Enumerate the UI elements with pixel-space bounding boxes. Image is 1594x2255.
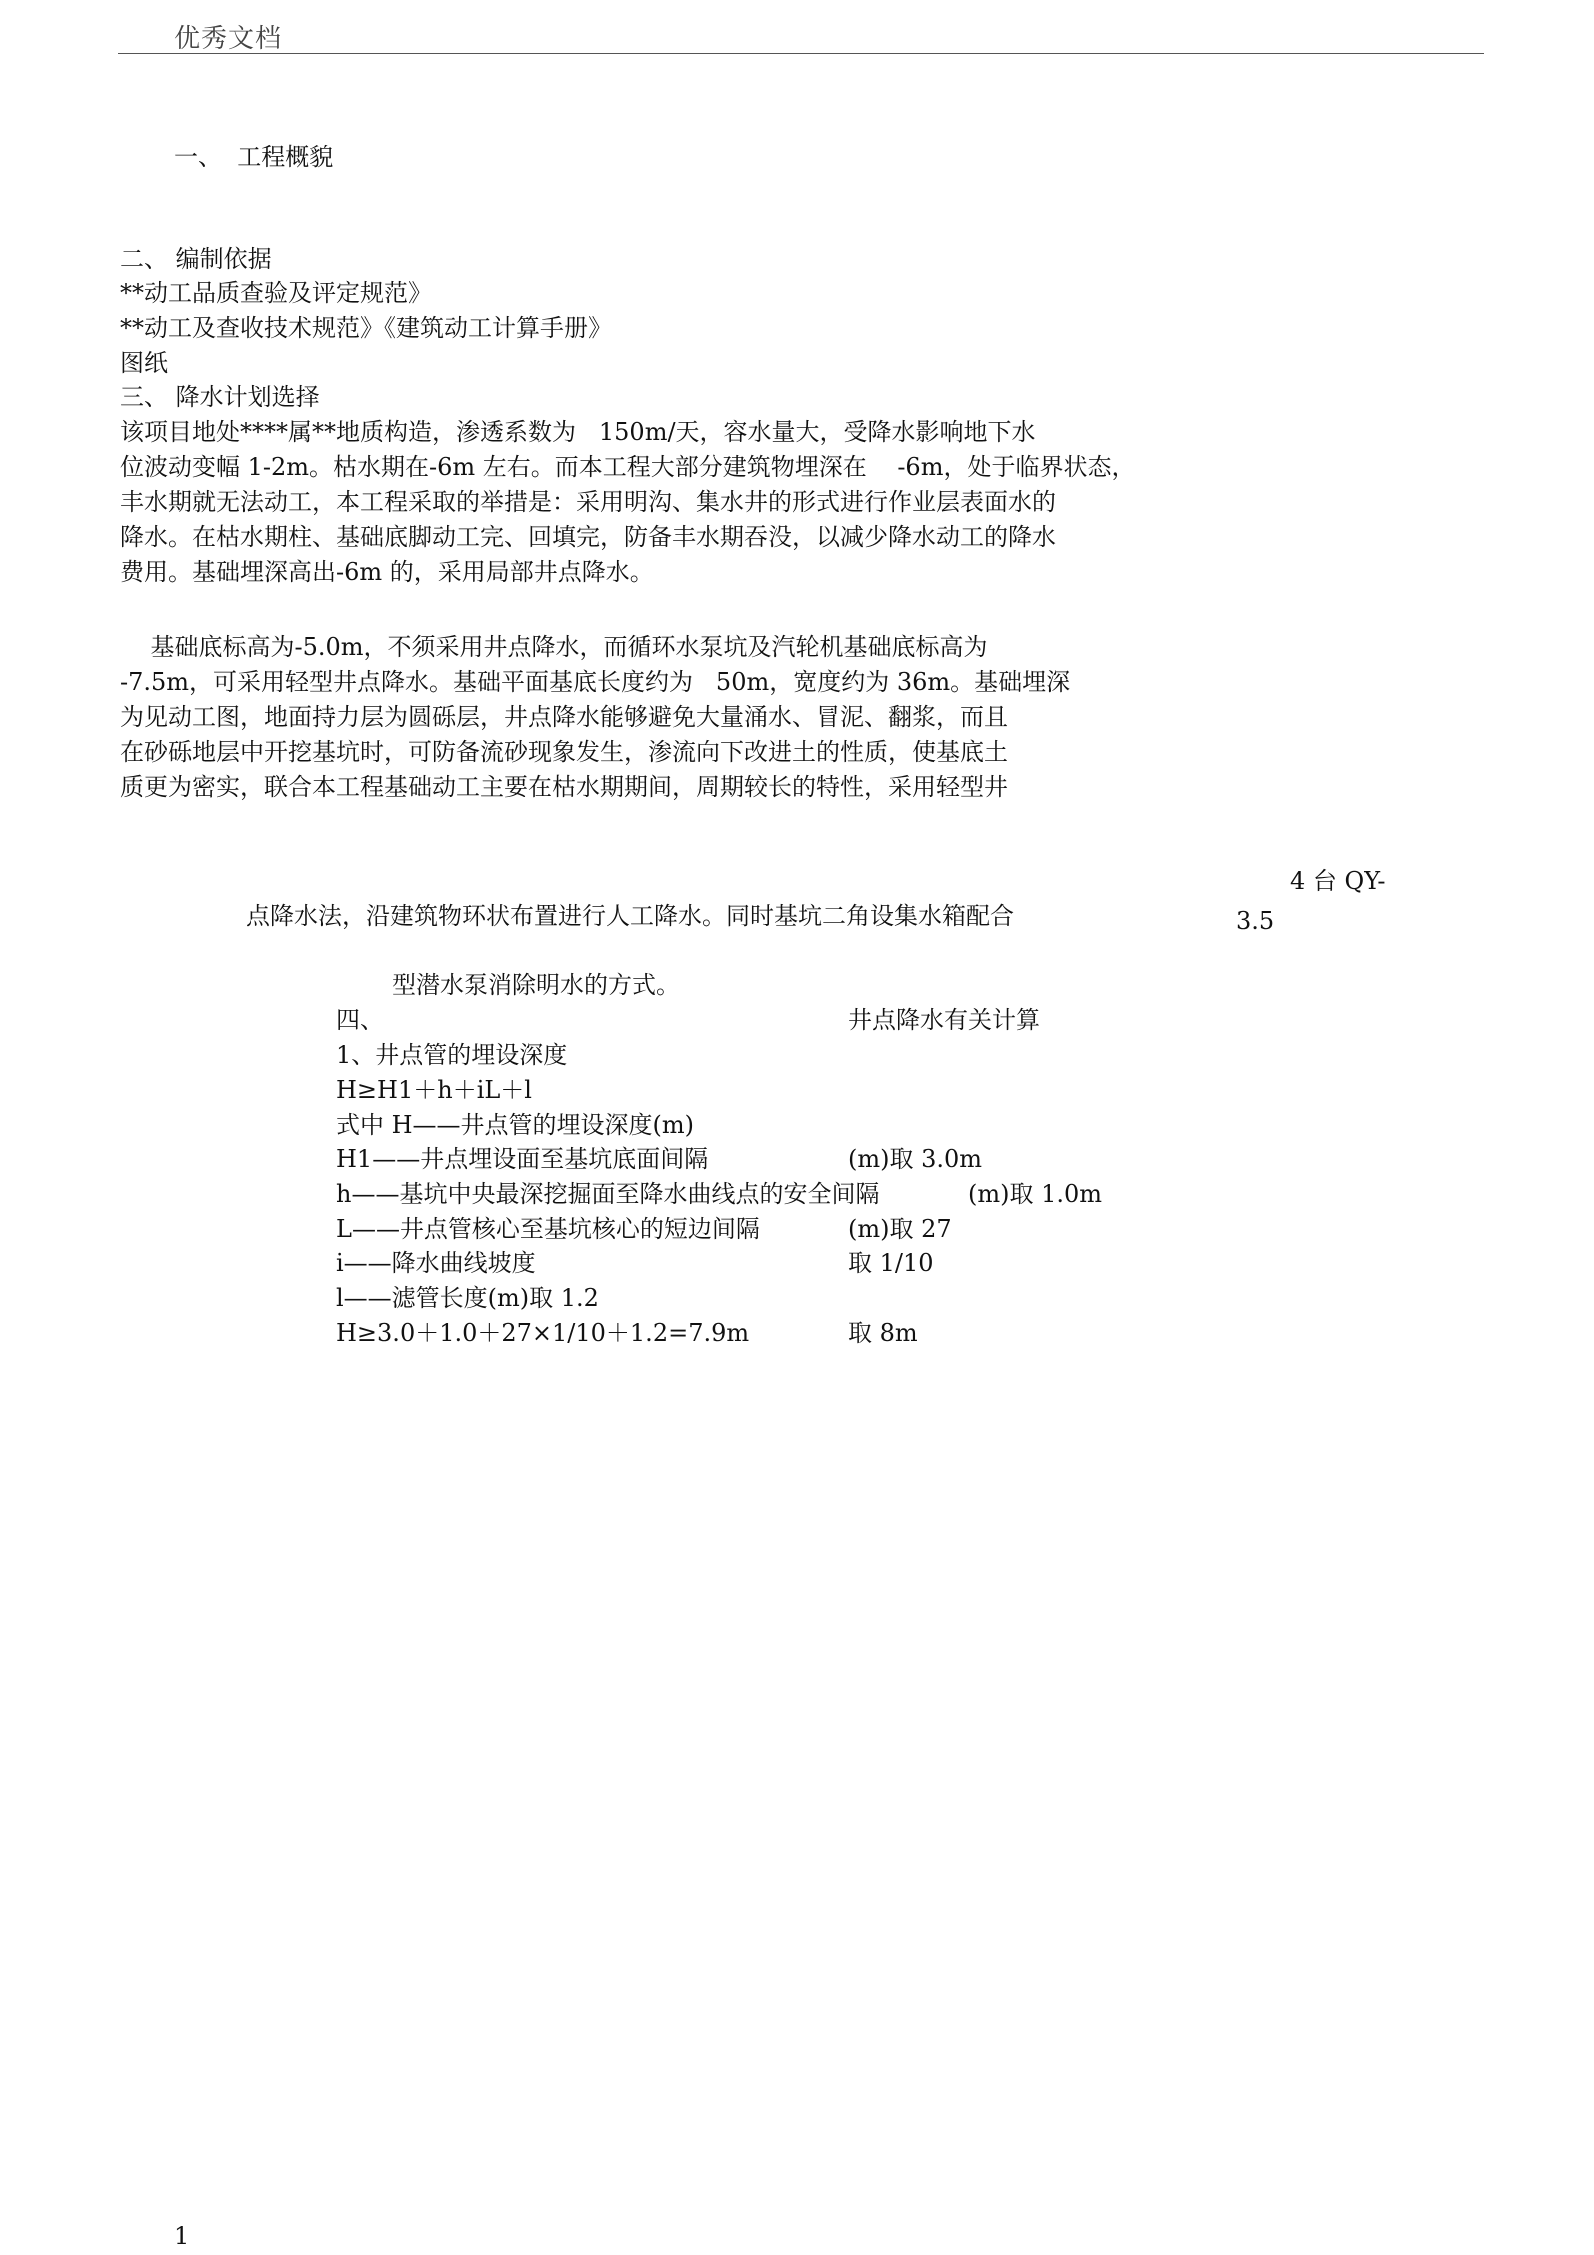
reference-line: **动工及查收技术规范》《建筑动工计算手册》 bbox=[120, 314, 612, 342]
paragraph-line: 位波动变幅 1-2m。枯水期在-6m 左右。而本工程大部分建筑物埋深在 -6m，处于临界状态， bbox=[120, 453, 1136, 481]
page-header-title: 优秀文档 bbox=[174, 24, 283, 54]
paragraph-line: 为见动工图，地面持力层为圆砾层，井点降水能够避免大量涌水、冒泥、翻浆，而且 bbox=[120, 703, 1008, 731]
paragraph-line: 质更为密实，联合本工程基础动工主要在枯水期期间，周期较长的特性，采用轻型井 bbox=[120, 773, 1008, 801]
definition-value: (m)取 1.0m bbox=[968, 1180, 1103, 1208]
paragraph-line: 降水。在枯水期柱、基础底脚动工完、回填完，防备丰水期吞没，以减少降水动工的降水 bbox=[120, 523, 1056, 551]
paragraph-line: -7.5m，可采用轻型井点降水。基础平面基底长度约为 50m，宽度约为 36m。基础埋深 bbox=[120, 668, 1071, 696]
formula: H≥H1＋h＋iL＋l bbox=[336, 1076, 532, 1104]
definition-term: H1——井点埋设面至基坑底面间隔 bbox=[336, 1145, 709, 1173]
calculation-result: 取 8m bbox=[848, 1319, 918, 1347]
paragraph-line: 在砂砾地层中开挖基坑时，可防备流砂现象发生，渗流向下改进土的性质，使基底土 bbox=[120, 738, 1008, 766]
paragraph-line: 基础底标高为-5.0m，不须采用井点降水，而循环水泵坑及汽轮机基础底标高为 bbox=[120, 633, 988, 661]
paragraph-continuation-line: 型潜水泵消除明水的方式。 bbox=[392, 971, 680, 999]
header-divider bbox=[118, 53, 1484, 54]
definition-term: L——井点管核心至基坑核心的短边间隔 bbox=[336, 1215, 760, 1243]
section-4-label: 四、 bbox=[336, 1006, 384, 1034]
section-3-heading: 三、 降水计划选择 bbox=[120, 383, 320, 411]
page-number: 1 bbox=[174, 2222, 190, 2250]
reference-line: 图纸 bbox=[120, 349, 168, 377]
definition-value: (m)取 27 bbox=[848, 1215, 952, 1243]
paragraph-line: 丰水期就无法动工，本工程采取的举措是：采用明沟、集水井的形式进行作业层表面水的 bbox=[120, 488, 1056, 516]
definition-value: (m)取 3.0m bbox=[848, 1145, 983, 1173]
side-note-pump-model: 3.5 bbox=[1236, 907, 1275, 935]
section-4-title: 井点降水有关计算 bbox=[848, 1006, 1040, 1034]
definition-value: 取 1/10 bbox=[848, 1249, 934, 1277]
paragraph-line: 该项目地处****属**地质构造，渗透系数为 150m/天，容水量大，受降水影响地下水 bbox=[120, 418, 1036, 446]
subsection-heading: 1、井点管的埋设深度 bbox=[336, 1041, 568, 1069]
calculation-expression: H≥3.0＋1.0＋27×1/10＋1.2=7.9m bbox=[336, 1319, 750, 1347]
definition-term: i——降水曲线坡度 bbox=[336, 1249, 536, 1277]
definition-term: h——基坑中央最深挖掘面至降水曲线点的安全间隔 bbox=[336, 1180, 880, 1208]
paragraph-continuation-line: 点降水法，沿建筑物环状布置进行人工降水。同时基坑二角设集水箱配合 bbox=[246, 902, 1014, 930]
side-note-pump-count: 4 台 QY- bbox=[1290, 867, 1386, 895]
reference-line: **动工品质查验及评定规范》 bbox=[120, 279, 432, 307]
formula-where-line: 式中 H——井点管的埋设深度(m) bbox=[336, 1111, 695, 1139]
section-2-heading: 二、 编制依据 bbox=[120, 245, 272, 273]
filter-length-line: l——滤管长度(m)取 1.2 bbox=[336, 1284, 599, 1312]
section-1-heading: 一、 工程概貌 bbox=[174, 143, 334, 171]
paragraph-line: 费用。基础埋深高出-6m 的，采用局部井点降水。 bbox=[120, 558, 654, 586]
